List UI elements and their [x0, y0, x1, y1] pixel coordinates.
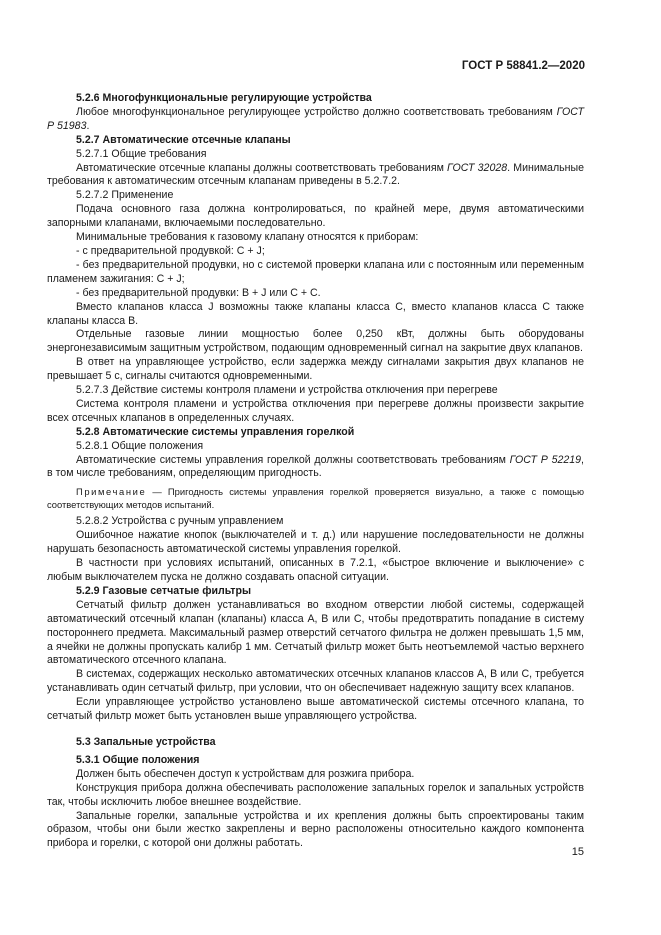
paragraph: В ответ на управляющее устройство, если задержка между сигналами закрытия двух клапанов не превышает 5 с, сигналы считаются одновременными.: [47, 356, 584, 383]
paragraph: Сетчатый фильтр должен устанавливаться во входном отверстии любой системы, содержащей автоматический отсечный клапан (клапаны) класса A, B или C, чтобы предотвратить попадание в систему постороннего предмета. Максимальный размер отверстий сетчатого фильтра не должен превышать 1,5 мм, а ячейки не должны пропускать калибр 1 мм. Сетчатый фильтр может быть неотъемлемой частью верхнего автоматического отсечного клапана.: [47, 598, 584, 667]
standard-reference: ГОСТ Р 51983: [47, 105, 584, 132]
paragraph: Минимальные требования к газовому клапану относятся к приборам:: [76, 231, 419, 244]
subsection-heading: 5.2.7.2 Применение: [76, 189, 174, 202]
standard-reference: ГОСТ Р 52219: [509, 453, 582, 466]
page-number: 15: [571, 846, 584, 858]
subsection-heading: 5.2.8.1 Общие положения: [76, 439, 204, 452]
spacer: [47, 724, 584, 736]
subsection-heading: 5.2.8.2 Устройства с ручным управлением: [76, 515, 284, 528]
section-heading: 5.2.7 Автоматические отсечные клапаны: [76, 133, 291, 146]
paragraph: Система контроля пламени и устройства отключения при перегреве должны произвести закрытие всех отсечных клапанов в определенных случаях.: [47, 397, 584, 424]
paragraph: Отдельные газовые линии мощностью более 0,250 кВт, должны быть оборудованы энергонезависимым защитным устройством, подающим одновременный сигнал на закрытие двух клапанов.: [47, 328, 584, 355]
paragraph: В частности при условиях испытаний, описанных в 7.2.1, «быстрое включение и выключение» с любым выключателем пуска не должно создавать опасной ситуации.: [47, 557, 584, 583]
list-item: - с предварительной продувкой: C + J;: [76, 244, 265, 257]
note-label: Примечание: [76, 486, 147, 498]
paragraph: Запальные горелки, запальные устройства и их крепления должны быть спроектированы таким образом, чтобы они были жестко закреплены и верно расположены относительно каждого компонента прибора и горелки, с которой они должны работать.: [47, 809, 584, 850]
paragraph: В системах, содержащих несколько автоматических отсечных клапанов классов A, B или C, требуется устанавливать один сетчатый фильтр, при условии, что он обеспечивает надежную защиту всех клапанов.: [47, 668, 584, 695]
document-header: ГОСТ Р 58841.2—2020: [461, 60, 585, 72]
paragraph: Ошибочное нажатие кнопок (выключателей и т. д.) или нарушение последовательности не должны нарушать безопасность автоматической системы управления горелкой.: [47, 529, 584, 556]
section-heading: 5.3 Запальные устройства: [76, 735, 216, 748]
paragraph: Автоматические системы управления горелкой должны соответствовать требованиям ГОСТ Р 52219, в том числе требованиям, определяющим пригодность.: [47, 453, 584, 480]
subsection-heading: 5.2.7.3 Действие системы контроля пламени и устройства отключения при перегреве: [76, 384, 498, 397]
list-item: - без предварительной продувки, но с системой проверки клапана или с постоянным или переменным пламенем зажигания: C + J;: [47, 258, 584, 285]
section-heading: 5.2.8 Автоматические системы управления горелкой: [76, 425, 355, 438]
subsection-heading: 5.3.1 Общие положения: [76, 753, 200, 766]
page-content: [47, 92, 584, 851]
paragraph: Подача основного газа должна контролироваться, по крайней мере, двумя автоматическими запорными клапанами, включаемыми последовательно.: [47, 203, 584, 230]
paragraph: Должен быть обеспечен доступ к устройствам для розжига прибора.: [76, 767, 415, 780]
note: Примечание — Пригодность системы управления горелкой проверяется визуально, а также с помощью соответствующих методов испытаний.: [47, 486, 584, 511]
section-heading: 5.2.9 Газовые сетчатые фильтры: [76, 584, 252, 597]
list-item: - без предварительной продувки: B + J или C + C.: [76, 286, 321, 299]
paragraph: Любое многофункциональное регулирующее устройство должно соответствовать требованиям ГОСТ Р 51983.: [47, 105, 584, 132]
paragraph: Автоматические отсечные клапаны должны соответствовать требованиям ГОСТ 32028. Минимальные требования к автоматическим отсечным клапанам приведены в 5.2.7.2.: [47, 161, 584, 188]
standard-reference: ГОСТ 32028: [447, 161, 508, 174]
section-heading: 5.2.6 Многофункциональные регулирующие устройства: [76, 92, 372, 104]
paragraph: Вместо клапанов класса J возможны также клапаны класса C, вместо клапанов класса C также клапаны класса B.: [47, 300, 584, 327]
paragraph: Конструкция прибора должна обеспечивать расположение запальных горелок и запальных устройств так, чтобы исключить любое внешнее воздействие.: [47, 781, 584, 808]
subsection-heading: 5.2.7.1 Общие требования: [76, 147, 207, 160]
paragraph: Если управляющее устройство установлено выше автоматической системы отсечного клапана, то сетчатый фильтр может быть установлен выше управляющего устройства.: [47, 696, 584, 723]
